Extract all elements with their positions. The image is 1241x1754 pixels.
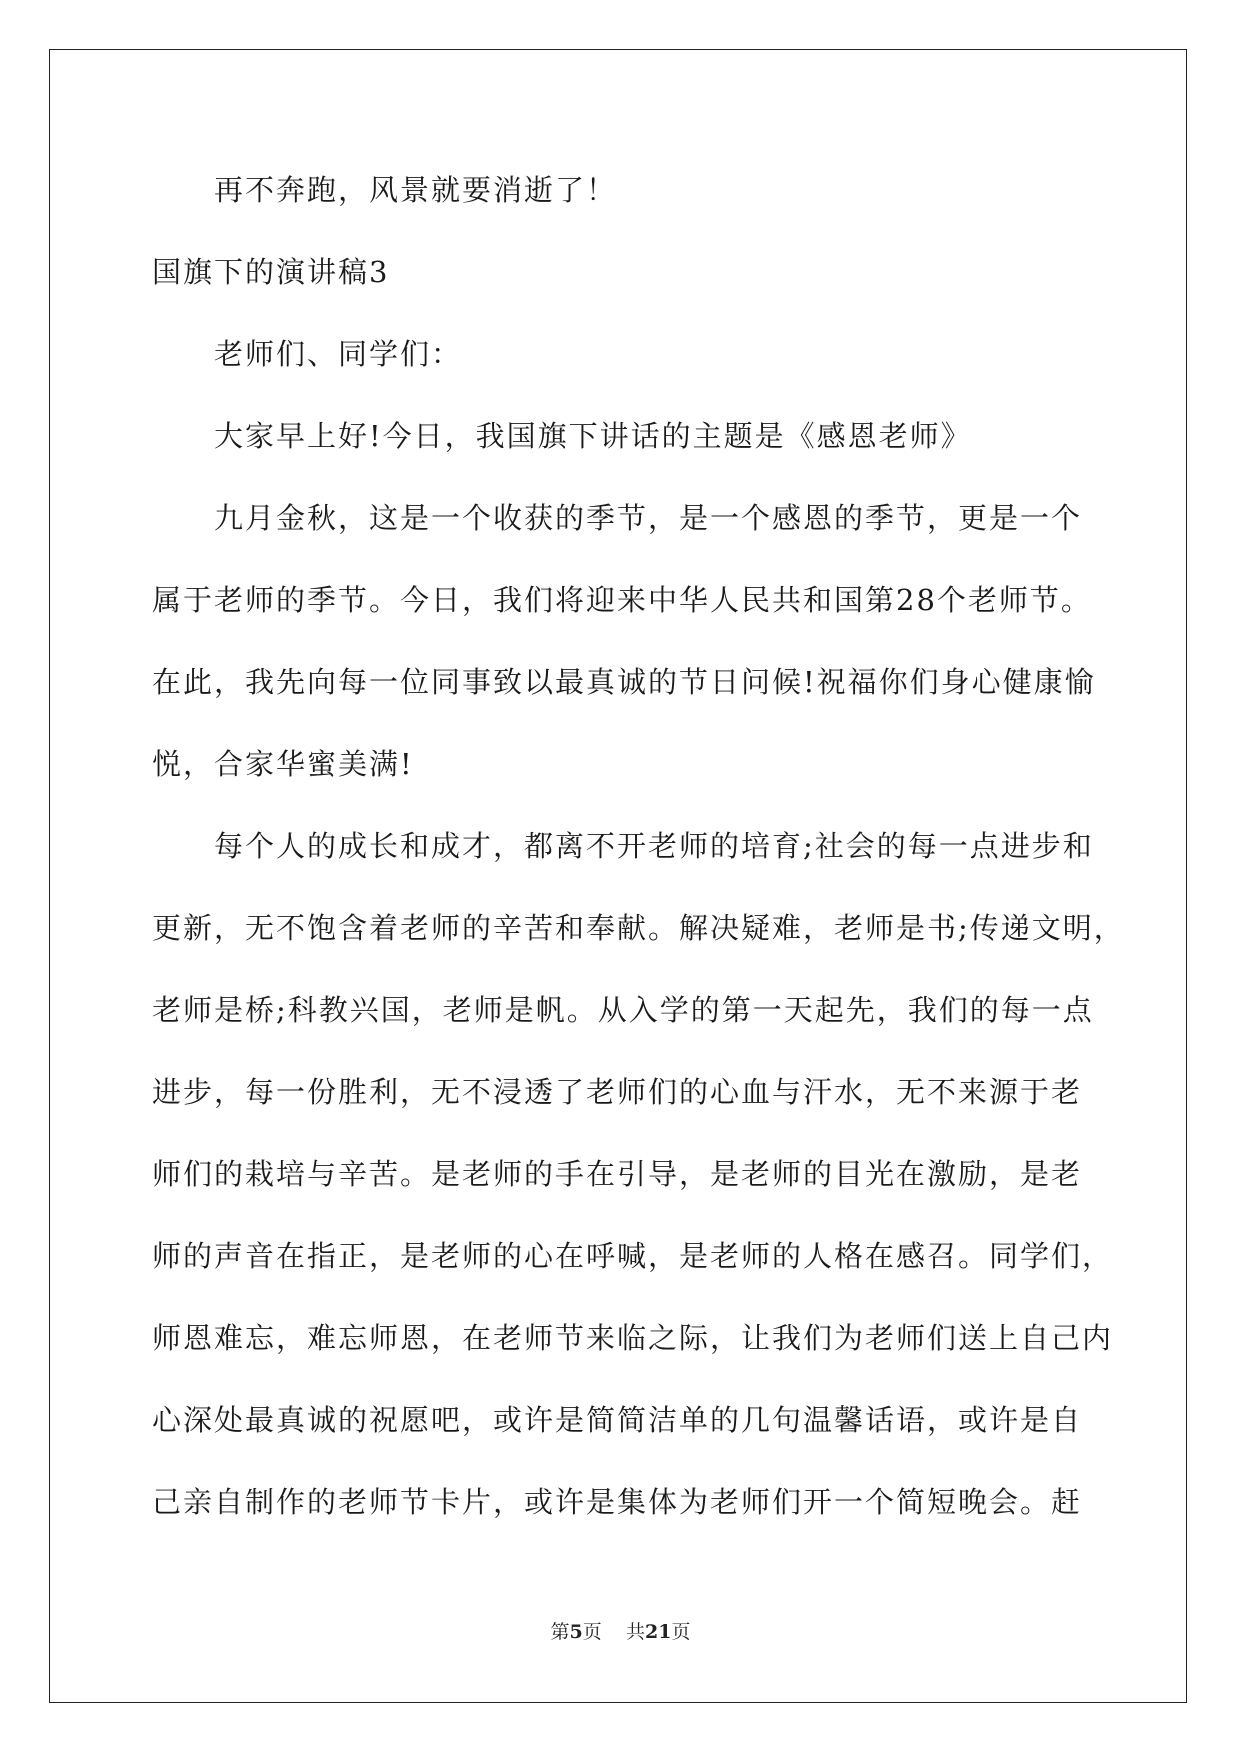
paragraph-line: 师们的栽培与辛苦。是老师的手在引导，是老师的目光在激励，是老 — [152, 1157, 1083, 1191]
paragraph-line: 九月金秋，这是一个收获的季节，是一个感恩的季节，更是一个 — [214, 501, 1083, 535]
total-pages-number: 21 — [644, 1621, 672, 1643]
page-footer — [0, 1617, 1241, 1644]
paragraph-line: 每个人的成长和成才，都离不开老师的培育;社会的每一点进步和 — [214, 829, 1094, 863]
paragraph-line: 属于老师的季节。今日，我们将迎来中华人民共和国第28个老师节。 — [152, 583, 1092, 617]
paragraph-line: 在此，我先向每一位同事致以最真诚的节日问候!祝福你们身心健康愉 — [152, 665, 1096, 699]
page-border — [49, 49, 1187, 1703]
footer-total-prefix: 共 — [625, 1621, 645, 1643]
salutation: 老师们、同学们： — [214, 337, 463, 371]
current-page-number: 5 — [569, 1621, 583, 1643]
paragraph-line: 悦，合家华蜜美满! — [152, 747, 414, 781]
paragraph-line: 师的声音在指正，是老师的心在呼喊，是老师的人格在感召。同学们， — [152, 1239, 1114, 1273]
paragraph-line: 己亲自制作的老师节卡片，或许是集体为老师们开一个简短晚会。赶 — [152, 1485, 1083, 1519]
paragraph-line: 老师是桥;科教兴国，老师是帆。从入学的第一天起先，我们的每一点 — [152, 993, 1094, 1027]
footer-total-suffix: 页 — [671, 1621, 691, 1643]
footer-page-suffix: 页 — [582, 1621, 602, 1643]
footer-prefix: 第 — [550, 1621, 570, 1643]
paragraph-line: 心深处最真诚的祝愿吧，或许是简简洁单的几句温馨话语，或许是自 — [152, 1403, 1083, 1437]
section-heading: 国旗下的演讲稿3 — [152, 255, 390, 289]
paragraph-line: 更新，无不饱含着老师的辛苦和奉献。解决疑难，老师是书;传递文明， — [152, 911, 1125, 945]
paragraph-line: 再不奔跑，风景就要消逝了！ — [214, 173, 618, 207]
paragraph-line: 大家早上好!今日，我国旗下讲话的主题是《感恩老师》 — [214, 419, 972, 453]
paragraph-line: 师恩难忘，难忘师恩，在老师节来临之际，让我们为老师们送上自己内 — [152, 1321, 1114, 1355]
paragraph-line: 进步，每一份胜利，无不浸透了老师们的心血与汗水，无不来源于老 — [152, 1075, 1083, 1109]
